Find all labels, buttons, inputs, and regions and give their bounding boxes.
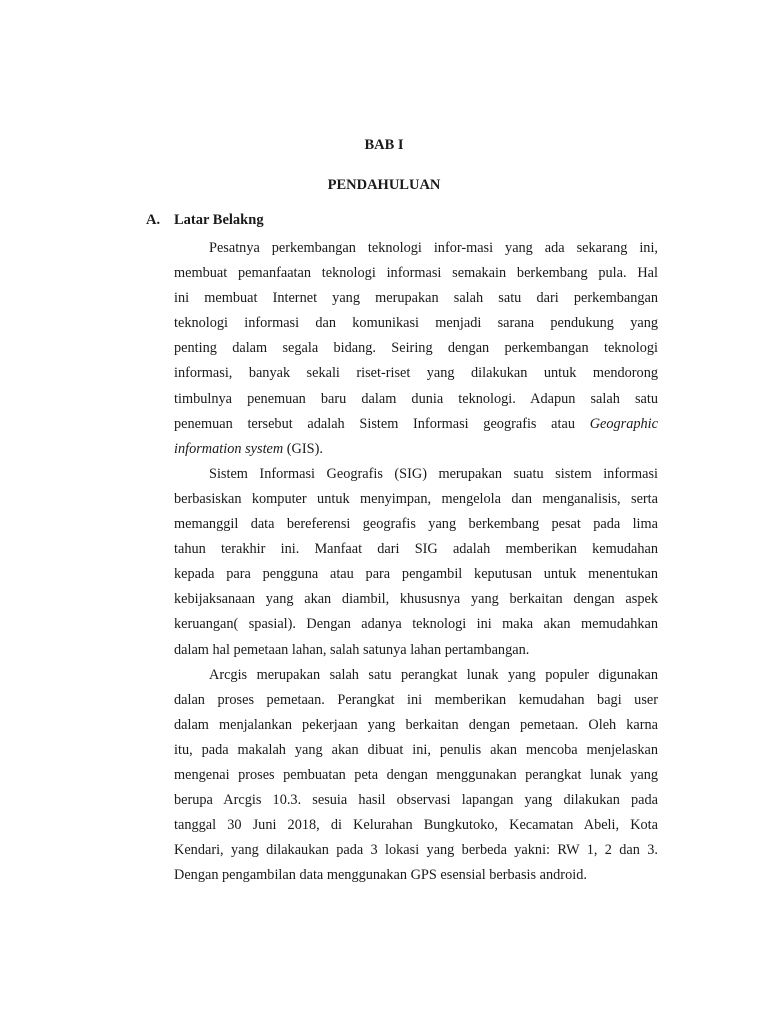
paragraph-3-line: tanggal 30 Juni 2018, di Kelurahan Bungkutoko, Kecamatan Abeli, Kota: [174, 817, 658, 834]
italic-term: Geographic: [589, 415, 658, 432]
body-text: [174, 236, 658, 888]
paragraph-2-line: Sistem Informasi Geografis (SIG) merupakan suatu sistem informasi: [209, 465, 658, 482]
paragraph-1-text: (GIS).: [286, 440, 323, 457]
paragraph-3-line: itu, pada makalah yang akan dibuat ini, penulis akan mencoba menjelaskan: [174, 741, 658, 758]
paragraph-1-line-mixed: [174, 437, 658, 462]
paragraph-1-line-mixed: [174, 412, 658, 437]
paragraph-3-line: dalam menjalankan pekerjaan yang berkaitan dengan pemetaan. Oleh karna: [174, 716, 658, 733]
paragraph-2-line: keruangan( spasial). Dengan adanya teknologi ini maka akan memudahkan: [174, 616, 658, 633]
paragraph-2-line: berbasiskan komputer untuk menyimpan, mengelola dan menganalisis, serta: [174, 490, 658, 507]
paragraph-3-line: dalan proses pemetaan. Perangkat ini memberikan kemudahan bagi user: [174, 691, 658, 708]
paragraph-3-line: berupa Arcgis 10.3. sesuia hasil observasi lapangan yang dilakukan pada: [174, 792, 658, 809]
paragraph-3-line: Dengan pengambilan data menggunakan GPS esensial berbasis android.: [174, 867, 587, 884]
paragraph-1-line: teknologi informasi dan komunikasi menjadi sarana pendukung yang: [174, 315, 658, 332]
paragraph-2-line: kepada para pengguna atau para pengambil keputusan untuk menentukan: [174, 566, 658, 583]
section-letter: A.: [146, 212, 161, 228]
paragraph-1-line: ini membuat Internet yang merupakan salah satu dari perkembangan: [174, 290, 658, 307]
paragraph-3-line: Kendari, yang dilakaukan pada 3 lokasi yang berbeda yakni: RW 1, 2 dan 3.: [174, 842, 658, 859]
paragraph-1-line: timbulnya penemuan baru dalam dunia teknologi. Adapun salah satu: [174, 390, 658, 407]
paragraph-3-line: Arcgis merupakan salah satu perangkat lunak yang populer digunakan: [209, 666, 658, 683]
italic-term: information system: [174, 440, 284, 457]
paragraph-1-line: Pesatnya perkembangan teknologi infor-masi yang ada sekarang ini,: [209, 240, 658, 256]
paragraph-1-text: penemuan tersebut adalah Sistem Informasi geografis atau: [174, 415, 575, 432]
paragraph-2-line: dalam hal pemetaan lahan, salah satunya lahan pertambangan.: [174, 641, 530, 658]
paragraph-1-line: informasi, banyak sekali riset-riset yang dilakukan untuk mendorong: [174, 365, 658, 382]
paragraph-2-line: kebijaksanaan yang akan diambil, khususnya yang berkaitan dengan aspek: [174, 591, 658, 608]
paragraph-2-line: tahun terakhir ini. Manfaat dari SIG adalah memberikan kemudahan: [174, 541, 658, 558]
paragraph-3-line: mengenai proses pembuatan peta dengan menggunakan perangkat lunak yang: [174, 766, 658, 783]
paragraph-2-line: memanggil data bereferensi geografis yang berkembang pesat pada lima: [174, 516, 658, 533]
section-heading: [146, 211, 264, 229]
paragraph-1-line: membuat pemanfaatan teknologi informasi semakain berkembang pula. Hal: [174, 265, 658, 282]
chapter-number: BAB I: [364, 137, 404, 153]
chapter-title: PENDAHULUAN: [327, 177, 441, 193]
section-title: Latar Belakng: [174, 212, 264, 228]
paragraph-1-line: penting dalam segala bidang. Seiring dengan perkembangan teknologi: [174, 340, 658, 357]
